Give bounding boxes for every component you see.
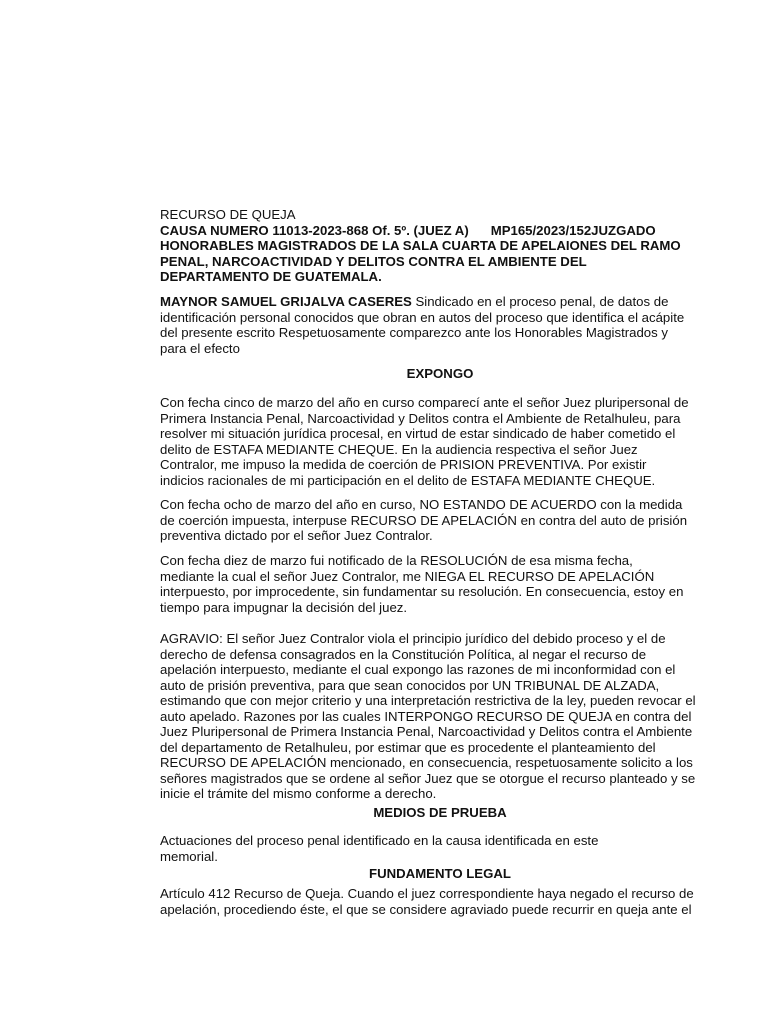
paragraph-fundamento (160, 886, 720, 917)
intro-line: identificación personal conocidos que obran en autos del proceso que identifica el acápite (160, 309, 685, 325)
paragraph-agravio (160, 631, 720, 802)
paragraph-line: apelación interpuesto, mediante el cual expongo las razones de mi inconformidad con el (160, 662, 676, 677)
paragraph-line: Primera Instancia Penal, Narcoactividad y Delitos contra el Ambiente de Retalhuleu, para (160, 410, 681, 426)
paragraph-line: auto apelado. Razones por las cuales INTERPONGO RECURSO DE QUEJA en contra del (160, 708, 692, 724)
intro-first-line-text: Sindicado en el proceso penal, de datos de (411, 294, 669, 309)
paragraph-line: inicie el trámite del mismo conforme a derecho. (160, 786, 437, 801)
paragraph-facts-3 (160, 553, 720, 615)
paragraph-facts-2 (160, 497, 720, 544)
paragraph-facts-1 (160, 395, 720, 488)
paragraph-line: Actuaciones del proceso penal identificado en la causa identificada en este (160, 833, 599, 848)
paragraph-line: Con fecha diez de marzo fui notificado de la RESOLUCIÓN de esa misma fecha, (160, 553, 633, 568)
paragraph-line: Juez Pluripersonal de Primera Instancia Penal, Narcoactividad y Delitos contra el Ambiente (160, 724, 693, 739)
section-heading-expongo: EXPONGO (406, 366, 474, 381)
document-header (160, 207, 720, 285)
paragraph-line: preventiva dictado por el señor Juez Contralor. (160, 528, 433, 543)
paragraph-line: RECURSO DE APELACIÓN mencionado, en consecuencia, respetuosamente solicito a los (160, 755, 693, 770)
section-heading-medios-de-prueba: MEDIOS DE PRUEBA (373, 805, 507, 820)
paragraph-line: Contralor, me impuso la medida de coerción de PRISION PREVENTIVA. Por existir (160, 457, 647, 472)
paragraph-line: interpuesto, por improcedente, sin fundamentar su resolución. En consecuencia, estoy en (160, 584, 684, 599)
paragraph-line: Artículo 412 Recurso de Queja. Cuando el juez correspondiente haya negado el recurso de (160, 886, 694, 901)
paragraph-line: indicios racionales de mi participación en el delito de ESTAFA MEDIANTE CHEQUE. (160, 472, 656, 488)
document-title: RECURSO DE QUEJA (160, 207, 296, 222)
intro-line: para el efecto (160, 340, 240, 356)
paragraph-line: estimando que con mejor criterio y una interpretación restrictiva de la ley, pueden revocar el (160, 693, 696, 708)
paragraph-medios (160, 833, 720, 864)
paragraph-line: mediante la cual el señor Juez Contralor, me NIEGA EL RECURSO DE APELACIÓN (160, 568, 655, 584)
paragraph-line: derecho de defensa consagrados en la Constitución Política, al negar el recurso de (160, 646, 647, 662)
addressee-line: PENAL, NARCOACTIVIDAD Y DELITOS CONTRA EL AMBIENTE DEL (160, 253, 587, 269)
case-number-line (160, 223, 720, 239)
intro-paragraph (160, 294, 720, 356)
addressee-line: DEPARTAMENTO DE GUATEMALA. (160, 269, 382, 284)
intro-first-line (160, 294, 720, 310)
paragraph-line: apelación, procediendo éste, el que se considere agraviado puede recurrir en queja ante el (160, 901, 692, 917)
paragraph-line: de coerción impuesta, interpuse RECURSO DE APELACIÓN en contra del auto de prisión (160, 512, 688, 528)
paragraph-line: del departamento de Retalhuleu, por estimar que es procedente el planteamiento del (160, 739, 656, 755)
paragraph-line: Con fecha cinco de marzo del año en curso comparecí ante el señor Juez pluripersonal de (160, 395, 689, 410)
section-heading-fundamento-legal: FUNDAMENTO LEGAL (369, 866, 511, 881)
intro-line: del presente escrito Respetuosamente comparezco ante los Honorables Magistrados y (160, 325, 668, 340)
paragraph-line: delito de ESTAFA MEDIANTE CHEQUE. En la audiencia respectiva el señor Juez (160, 441, 638, 457)
paragraph-line: memorial. (160, 848, 218, 864)
paragraph-line: auto de prisión preventiva, para que sean conocidos por UN TRIBUNAL DE ALZADA, (160, 677, 660, 693)
paragraph-line: Con fecha ocho de marzo del año en curso, NO ESTANDO DE ACUERDO con la medida (160, 497, 683, 512)
case-reference: MP165/2023/152JUZGADO (490, 222, 656, 238)
defendant-name: MAYNOR SAMUEL GRIJALVA CASERES (160, 294, 412, 309)
case-number: CAUSA NUMERO 11013-2023-868 Of. 5º. (JUEZ A) (160, 222, 469, 238)
paragraph-line: AGRAVIO: El señor Juez Contralor viola el principio jurídico del debido proceso y el de (160, 631, 666, 646)
paragraph-line: señores magistrados que se ordene al señor Juez que se otorgue el recurso planteado y se (160, 770, 696, 786)
paragraph-line: resolver mi situación jurídica procesal, en virtud de estar sindicado de haber cometido el (160, 426, 676, 441)
paragraph-line: tiempo para impugnar la decisión del juez. (160, 599, 408, 615)
addressee-line: HONORABLES MAGISTRADOS DE LA SALA CUARTA DE APELAIONES DEL RAMO (160, 238, 681, 253)
